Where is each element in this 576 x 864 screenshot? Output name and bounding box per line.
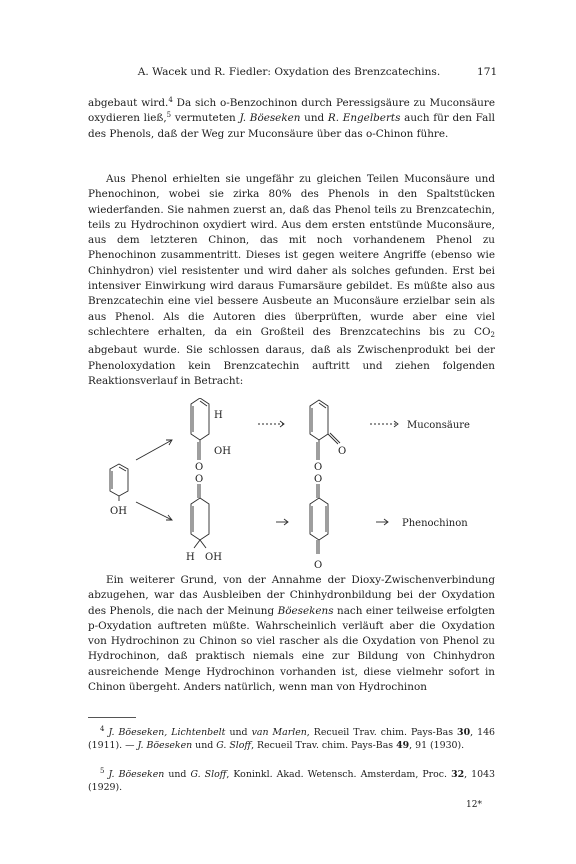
p1-text-a: abgebaut wird. [88,97,169,109]
fn4-author3: J. Böeseken [137,740,193,752]
arrow-top-2 [370,421,398,427]
footnote-4-mark: 4 [100,725,105,733]
fn4-volume-1: 30 [457,727,471,738]
p1-text-e: auch für den Fall des Phenols, daß der Weg zur Muconsäure über das o-Chinon führe. [88,112,496,140]
fn4-und-2: und [192,740,217,752]
author-boeseken: J. Böeseken [239,112,301,125]
footnote-rule [88,717,136,718]
label-oh-top: OH [214,446,231,457]
fn5-author2: G. Sloff [190,769,227,780]
footnote-5-mark: 5 [100,767,105,775]
label-o-bottom: O [314,560,323,571]
paragraph-1 [88,96,495,142]
fn5-text-b: , 1043 (1929). [88,769,495,794]
label-phenochinon: Phenochinon [402,518,468,529]
co2-subscript: 2 [490,330,495,339]
fn4-text-b: , 146 (1911). — [88,727,495,752]
label-muconsaeure: Muconsäure [407,420,470,431]
bottom-ring-2 [310,484,328,554]
fn5-und: und [164,769,191,780]
p1-text-d: und [300,112,328,125]
author-engelberts: R. Engelberts [327,112,401,125]
fn5-volume: 32 [451,769,465,780]
footnote-4 [88,726,495,753]
paragraph-2 [88,172,495,389]
top-ring-2 [310,400,340,460]
arrow-bottom-2 [376,519,388,525]
paragraph-3 [88,573,495,695]
label-oh-phenol: OH [110,506,127,517]
fn5-text-a: , Koninkl. Akad. Wetensch. Amsterdam, Proc. [226,769,452,780]
arrow-up-diagonal [136,440,172,460]
p3-text-a: Ein weiterer Grund, von der Annahme der Dioxy-Zwischenverbindung abzugehen, war das Ausbleiben der Chinhydronbildung bei der Oxydation des Phenols, die nach der Meinung [88,574,495,617]
label-o-mid-top: O [195,474,204,485]
label-o-top-right: O [314,462,323,473]
p1-text-c: vermuteten [171,112,240,125]
label-o-top-mid: O [195,462,204,473]
bottom-ring-1 [191,484,209,548]
footnote-5 [88,768,495,795]
fn4-text-a: , Recueil Trav. chim. Pays-Bas [306,727,458,738]
running-head: A. Wacek und R. Fiedler: Oxydation des Brenzcatechins. [137,66,441,78]
page-number: 171 [477,66,498,78]
top-ring-1 [191,398,209,460]
fn4-text-d: , 91 (1930). [409,740,465,752]
fn4-volume-2: 49 [396,740,410,752]
p1-text-b: Da sich o-Benzochinon durch Peressigsäure zu Muconsäure oxydieren ließ, [88,97,495,125]
p3-text-b: nach einer teilweise erfolgten p-Oxydation auftreten müßte. Wahrscheinlich verläuft aber die Oxydation von Hydrochinon zu Chinon so viel rascher als die Oxydation von Phenol zu Hydrochinon, daß praktisch niemals eine zur Bildung von Chinhydron ausreichende Menge Hydrochinon vorhanden ist, diese vielmehr sofort in Chinon übergeht. Anders natürlich, wenn man von Hydrochinon [88,604,495,694]
label-o-top-right-2: O [338,446,347,457]
arrow-top-1 [258,421,284,427]
fn4-author2: van Marlen [251,727,307,738]
reaction-scheme [88,398,495,573]
fn4-text-c: , Recueil Trav. chim. Pays-Bas [251,740,397,752]
fn4-und: und [225,727,252,738]
p2-text-b: abgebaut wurde. Sie schlossen daraus, daß als Zwischenprodukt bei der Phenoloxydation kein Brenzcatechin auftritt und ziehen folgenden Reaktionsverlauf in Betracht: [88,344,495,387]
fn5-author1: J. Böeseken [108,769,165,780]
label-h-top: H [214,410,223,421]
author-boesekens: Böesekens [277,604,334,617]
p2-text-a: Aus Phenol erhielten sie ungefähr zu gleichen Teilen Muconsäure und Phenochinon, wobei sie zirka 80% des Phenols in den Spaltstücken wiederfanden. Sie nahmen zuerst an, daß das Phenol teils zu Brenzcatechin, teils zu Hydrochinon oxydiert wird. Aus dem ersten entstünde Muconsäure, aus dem letzteren Chinon, das mit noch vorhandenem Phenol zu Phenochinon zusammentritt. Dieses ist gegen weitere Angriffe (ebenso wie Chinhydron) viel resistenter und wird daher als solches gefunden. Erst bei intensiver Einwirkung wird daraus Fumarsäure gebildet. Es müßte also aus Brenzcatechin eine viel bessere Ausbeute an Muconsäure erzielbar sein als aus Phenol. Als die Autoren dies überprüften, wurde aber eine viel schlechtere erhalten, da ein Großteil des Brenzcatechins bis zu CO [88,173,495,338]
footnote-ref-4[interactable]: 4 [168,96,173,104]
signature-mark: 12* [466,800,482,810]
reaction-scheme-drawing [88,398,495,573]
fn4-authors: J. Böeseken, Lichtenbelt [108,727,226,738]
label-h-bottom: H [186,552,195,563]
label-oh-bottom: OH [205,552,222,563]
fn4-author4: G. Sloff [216,740,252,752]
arrow-down-diagonal [136,502,172,520]
label-o-right-top: O [314,474,323,485]
footnote-ref-5[interactable]: 5 [166,111,172,120]
arrow-bottom-1 [276,519,288,525]
phenol-ring [110,464,128,501]
